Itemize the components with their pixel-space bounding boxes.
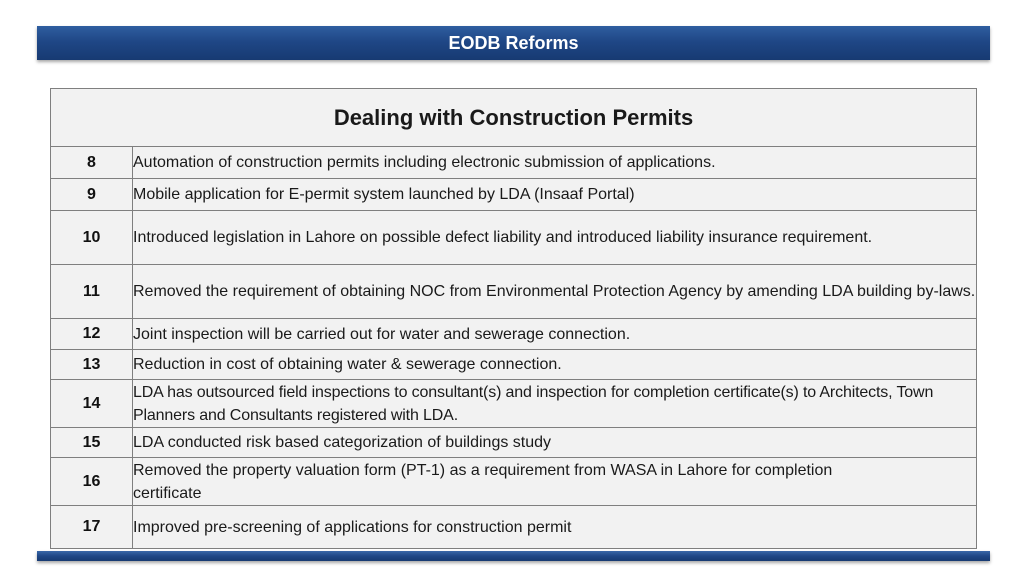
row-text: Mobile application for E-permit system launched by LDA (Insaaf Portal) xyxy=(133,179,977,211)
row-text: LDA has outsourced field inspections to consultant(s) and inspection for completion certificate(s) to Architects, Town Planners and Consultants registered with LDA. xyxy=(133,380,977,428)
row-number: 16 xyxy=(51,458,133,506)
table-row xyxy=(51,319,977,350)
row-text: Improved pre-screening of applications for construction permit xyxy=(133,506,977,549)
table-row xyxy=(51,458,977,506)
table-row xyxy=(51,265,977,319)
page-title: EODB Reforms xyxy=(448,32,579,53)
row-text: Reduction in cost of obtaining water & sewerage connection. xyxy=(133,350,977,380)
table-row xyxy=(51,350,977,380)
table-row xyxy=(51,428,977,458)
row-number: 17 xyxy=(51,506,133,549)
permits-table xyxy=(50,88,977,549)
table-row xyxy=(51,179,977,211)
row-text: Joint inspection will be carried out for water and sewerage connection. xyxy=(133,319,977,350)
footer-bar xyxy=(37,551,990,561)
row-text: Introduced legislation in Lahore on possible defect liability and introduced liability insurance requirement. xyxy=(133,211,977,265)
row-text: LDA conducted risk based categorization of buildings study xyxy=(133,428,977,458)
table-title-row xyxy=(51,89,977,147)
row-number: 11 xyxy=(51,265,133,319)
table-row xyxy=(51,211,977,265)
row-number: 8 xyxy=(51,147,133,179)
table-row xyxy=(51,506,977,549)
row-number: 12 xyxy=(51,319,133,350)
table-title: Dealing with Construction Permits xyxy=(51,89,977,147)
table-row xyxy=(51,380,977,428)
row-text: Removed the requirement of obtaining NOC from Environmental Protection Agency by amending LDA building by-laws. xyxy=(133,265,977,319)
row-number: 9 xyxy=(51,179,133,211)
row-text: Removed the property valuation form (PT-1) as a requirement from WASA in Lahore for completion certificate xyxy=(133,458,977,506)
row-text: Automation of construction permits including electronic submission of applications. xyxy=(133,147,977,179)
row-number: 10 xyxy=(51,211,133,265)
table-row xyxy=(51,147,977,179)
header-bar xyxy=(37,26,990,60)
row-number: 14 xyxy=(51,380,133,428)
row-number: 13 xyxy=(51,350,133,380)
row-number: 15 xyxy=(51,428,133,458)
